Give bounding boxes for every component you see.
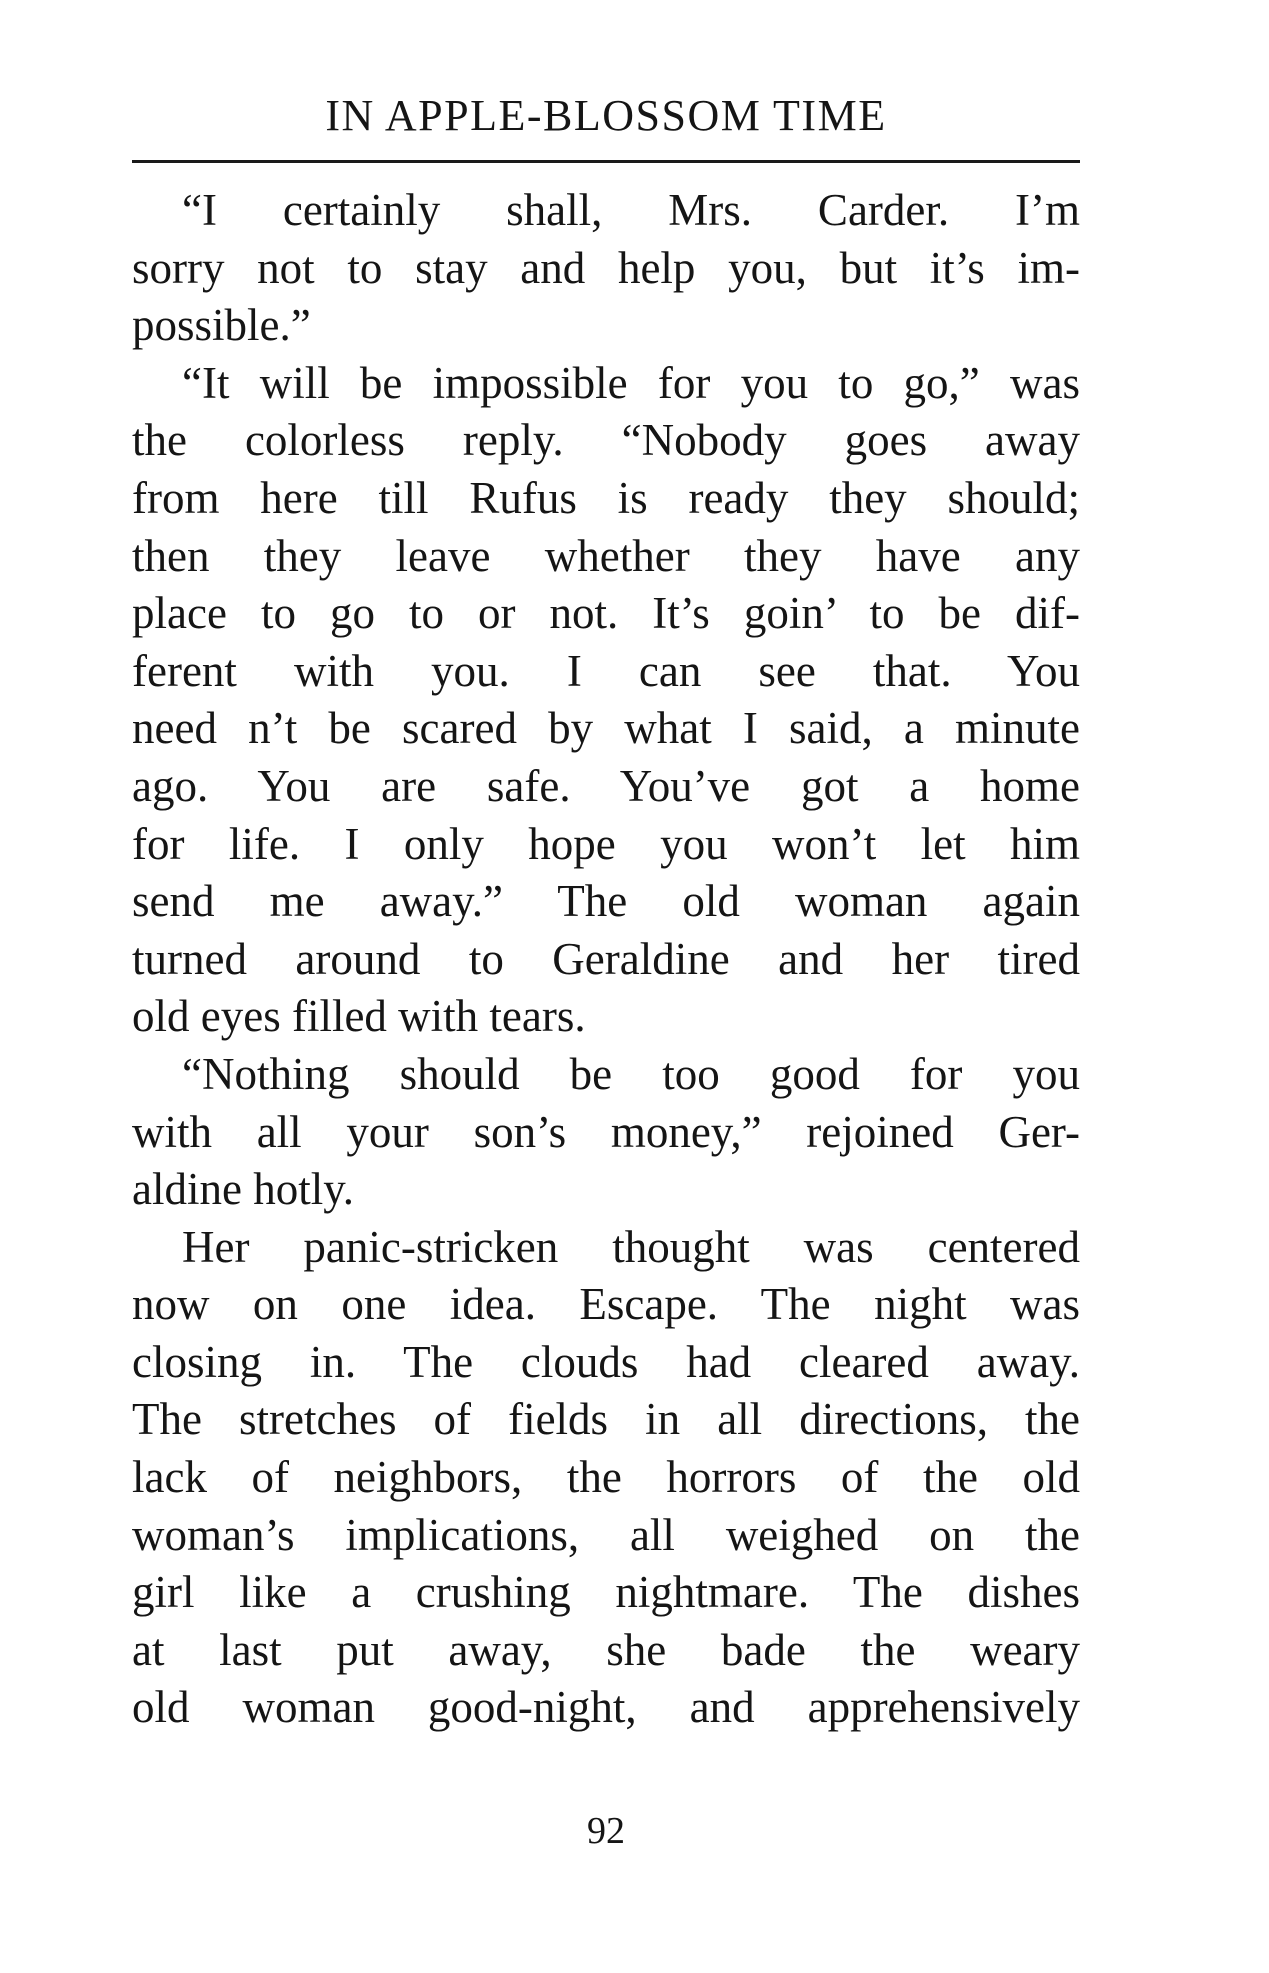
text-line: “Nothing should be too good for you xyxy=(182,1048,1080,1099)
text-line: ferent with you. I can see that. You xyxy=(132,645,1080,696)
text-line: The stretches of fields in all directions, the xyxy=(132,1394,1080,1445)
text-line: possible.” xyxy=(132,300,311,351)
text-line: with all your son’s money,” rejoined Ger- xyxy=(132,1106,1080,1157)
page-number: 92 xyxy=(587,1810,625,1852)
text-line: old woman good-night, and apprehensively xyxy=(132,1682,1080,1733)
text-line: sorry not to stay and help you, but it’s im- xyxy=(132,242,1080,293)
text-line: need n’t be scared by what I said, a minute xyxy=(132,703,1080,754)
text-line: place to go to or not. It’s goin’ to be dif- xyxy=(132,588,1080,639)
text-line: ago. You are safe. You’ve got a home xyxy=(132,760,1080,811)
text-line: aldine hotly. xyxy=(132,1164,355,1215)
text-line: lack of neighbors, the horrors of the old xyxy=(132,1452,1080,1503)
text-line: now on one idea. Escape. The night was xyxy=(132,1279,1080,1330)
text-line: “It will be impossible for you to go,” was xyxy=(182,357,1080,408)
text-line: old eyes filled with tears. xyxy=(132,991,586,1042)
text-line: closing in. The clouds had cleared away. xyxy=(132,1336,1080,1387)
text-line: then they leave whether they have any xyxy=(132,530,1080,581)
text-line: at last put away, she bade the weary xyxy=(132,1624,1080,1675)
body-text xyxy=(132,182,1080,1737)
text-line: from here till Rufus is ready they should; xyxy=(132,472,1080,523)
header-rule xyxy=(132,160,1080,163)
text-line: woman’s implications, all weighed on the xyxy=(132,1509,1080,1560)
text-line: “I certainly shall, Mrs. Carder. I’m xyxy=(182,185,1080,235)
text-line: turned around to Geraldine and her tired xyxy=(132,933,1080,984)
text-line: the colorless reply. “Nobody goes away xyxy=(132,415,1080,466)
text-line: girl like a crushing nightmare. The dishes xyxy=(132,1567,1080,1618)
text-line: send me away.” The old woman again xyxy=(132,876,1080,927)
text-line: for life. I only hope you won’t let him xyxy=(132,818,1080,869)
text-line: Her panic-stricken thought was centered xyxy=(182,1221,1080,1272)
running-head: IN APPLE-BLOSSOM TIME xyxy=(325,91,887,140)
